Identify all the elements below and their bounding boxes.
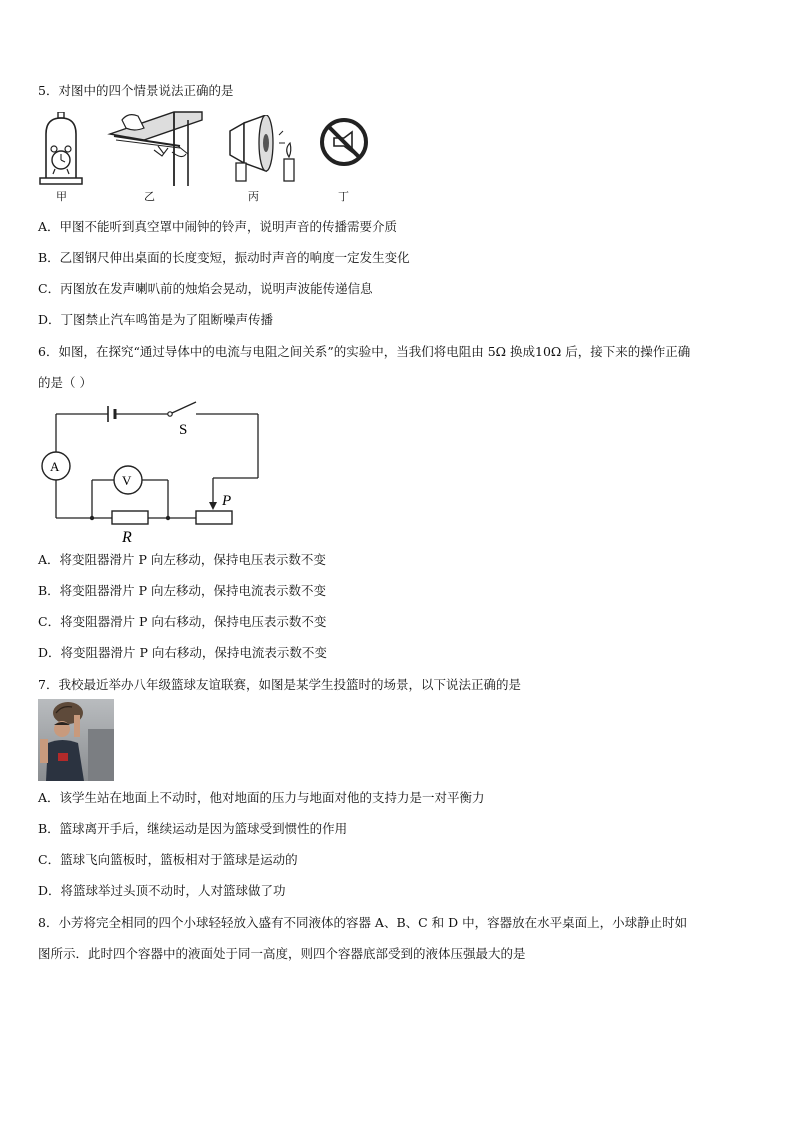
resistor-label: R	[122, 529, 132, 544]
q6-option-d: D．将变阻器滑片 P 向右移动，保持电流表示数不变	[38, 645, 327, 660]
q7-option-c: C．篮球飞向篮板时，篮板相对于篮球是运动的	[38, 852, 298, 867]
slider-label: P	[222, 493, 232, 509]
ammeter-label: A	[50, 459, 60, 474]
basketball-student-photo	[38, 699, 114, 781]
ruler-table-figure	[104, 110, 206, 188]
q6-stem-line2: 的是（ ）	[38, 375, 92, 390]
q7-option-b: B．篮球离开手后，继续运动是因为篮球受到惯性的作用	[38, 821, 348, 836]
q8-stem-line2: 图所示．此时四个容器中的液面处于同一高度，则四个容器底部受到的液体压强最大的是	[38, 946, 526, 961]
q5-option-c: C．丙图放在发声喇叭前的烛焰会晃动，说明声波能传递信息	[38, 281, 373, 296]
q5-stem: 5．对图中的四个情景说法正确的是	[38, 83, 234, 98]
q5-option-a: A．甲图不能听到真空罩中闹钟的铃声，说明声音的传播需要介质	[38, 219, 398, 234]
rheostat	[196, 511, 232, 524]
figure-label-bing: 丙	[248, 190, 259, 203]
q6-stem-line1: 6．如图，在探究“通过导体中的电流与电阻之间关系”的实验中，当我们将电阻由 5Ω 换成10Ω 后，接下来的操作正确	[38, 344, 691, 359]
q6-option-c: C．将变阻器滑片 P 向右移动，保持电压表示数不变	[38, 614, 327, 629]
q7-option-a: A．该学生站在地面上不动时，他对地面的压力与地面对他的支持力是一对平衡力	[38, 790, 485, 805]
q6-option-b: B．将变阻器滑片 P 向左移动，保持电流表示数不变	[38, 583, 327, 598]
speaker-candle-figure	[224, 115, 298, 185]
q8-stem-line1: 8．小芳将完全相同的四个小球轻轻放入盛有不同液体的容器 A、B、C 和 D 中，容器放在水平桌面上，小球静止时如	[38, 915, 688, 930]
voltmeter-label: V	[122, 473, 132, 488]
q6-option-a: A．将变阻器滑片 P 向左移动，保持电压表示数不变	[38, 552, 326, 567]
figure-label-yi: 乙	[144, 190, 155, 203]
figure-label-jia: 甲	[56, 190, 67, 203]
switch-label: S	[179, 422, 188, 438]
bell-jar-clock-figure	[36, 112, 86, 186]
slider-arrow	[209, 502, 217, 510]
q7-stem: 7．我校最近举办八年级篮球友谊联赛，如图是某学生投篮时的场景，以下说法正确的是	[38, 677, 521, 692]
circuit-diagram	[36, 398, 266, 544]
switch-blade	[172, 402, 196, 413]
resistor	[112, 511, 148, 524]
q5-option-b: B．乙图钢尺伸出桌面的长度变短，振动时声音的响度一定发生变化	[38, 250, 410, 265]
no-horn-sign-figure	[318, 114, 370, 178]
q7-option-d: D．将篮球举过头顶不动时，人对篮球做了功	[38, 883, 286, 898]
q5-option-d: D．丁图禁止汽车鸣笛是为了阻断噪声传播	[38, 312, 274, 327]
figure-label-ding: 丁	[338, 190, 349, 203]
